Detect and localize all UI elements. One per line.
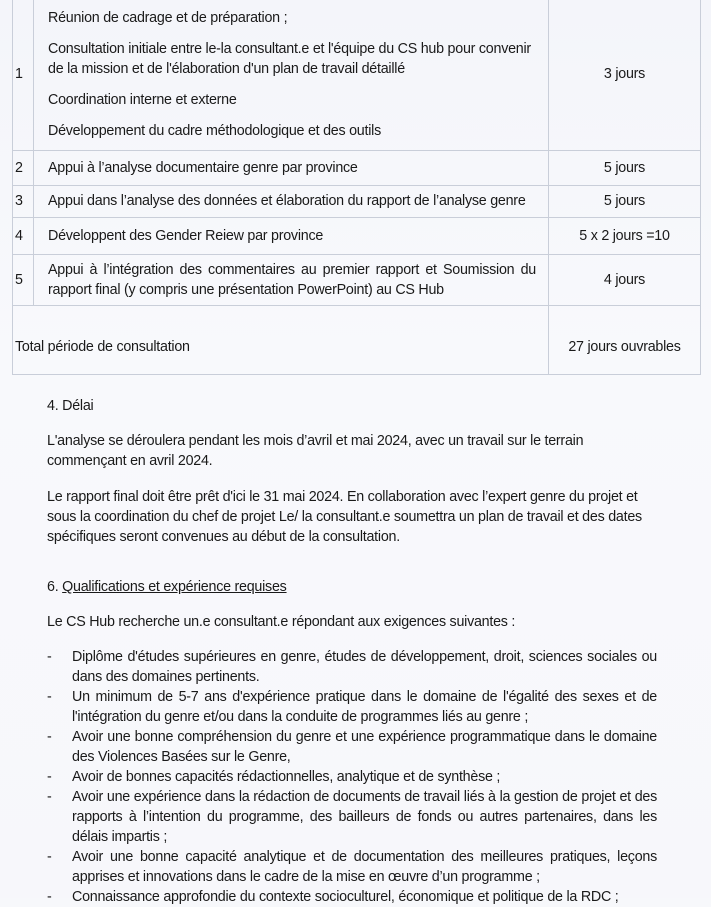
list-item-text: Avoir une expérience dans la rédaction de documents de travail liés à la gestion de projet et des rapports à l’intention du programme, des bailleurs de fonds ou autres partenaires, dans les délais impartis ; — [72, 789, 657, 845]
dash-bullet-icon: - — [47, 849, 52, 865]
list-item — [47, 767, 657, 787]
delai-heading: 4. Délai — [47, 398, 94, 414]
table-row — [13, 186, 701, 218]
duration-cell: 3 jours — [549, 0, 701, 151]
dash-bullet-icon: - — [47, 649, 52, 665]
delai-section — [47, 396, 657, 547]
row-number: 2 — [13, 151, 34, 186]
activity-cell: Appui à l’intégration des commentaires au premier rapport et Soumission du rapport final (y compris une présentation PowerPoint) au CS Hub — [34, 255, 549, 306]
duration-cell: 4 jours — [549, 255, 701, 306]
heading-number: 6. — [47, 579, 63, 595]
dash-bullet-icon: - — [47, 689, 52, 705]
duration-cell: 5 jours — [549, 151, 701, 186]
list-item-text: Connaissance approfondie du contexte socioculturel, économique et politique de la RDC ; — [72, 889, 619, 905]
activity-line: Réunion de cadrage et de préparation ; — [48, 10, 288, 26]
total-row — [13, 306, 701, 375]
activity-cell — [34, 0, 549, 151]
duration-cell: 5 jours — [549, 186, 701, 218]
row-number: 3 — [13, 186, 34, 218]
heading-text: Qualifications et expérience requises — [62, 579, 287, 595]
list-item-text: Un minimum de 5-7 ans d'expérience pratique dans le domaine de l'égalité des sexes et de l'intégration du genre et/ou dans la conduite de programmes liés au genre ; — [72, 689, 657, 725]
table-row — [13, 255, 701, 306]
list-item — [47, 687, 657, 727]
row-number: 1 — [13, 0, 34, 151]
activity-cell: Développent des Gender Reiew par province — [34, 218, 549, 255]
dash-bullet-icon: - — [47, 789, 52, 805]
dash-bullet-icon: - — [47, 769, 52, 785]
activity-line: Coordination interne et externe — [48, 92, 237, 108]
activity-cell: Appui à l’analyse documentaire genre par province — [34, 151, 549, 186]
dash-bullet-icon: - — [47, 889, 52, 905]
activity-cell: Appui dans l’analyse des données et élaboration du rapport de l’analyse genre — [34, 186, 549, 218]
requirements-list — [47, 647, 657, 907]
activity-schedule-table — [12, 0, 701, 375]
list-item — [47, 727, 657, 767]
list-item-text: Avoir de bonnes capacités rédactionnelles, analytique et de synthèse ; — [72, 769, 501, 785]
list-item — [47, 787, 657, 847]
delai-paragraph: Le rapport final doit être prêt d'ici le 31 mai 2024. En collaboration avec l’expert genre du projet et sous la coordination du chef de projet Le/ la consultant.e soumettra un plan de travail et des dates spécifiques seront convenues au début de la consultation. — [47, 489, 642, 545]
list-item — [47, 847, 657, 887]
table-row — [13, 218, 701, 255]
list-item-text: Avoir une bonne compréhension du genre et une expérience programmatique dans le domaine des Violences Basées sur le Genre, — [72, 729, 657, 765]
list-item-text: Diplôme d'études supérieures en genre, études de développement, droit, sciences sociales ou dans des domaines pertinents. — [72, 649, 657, 685]
delai-paragraph: L'analyse se déroulera pendant les mois d’avril et mai 2024, avec un travail sur le terrain commençant en avril 2024. — [47, 433, 584, 469]
total-value: 27 jours ouvrables — [549, 306, 701, 375]
qualifications-section — [47, 577, 657, 907]
row-number: 5 — [13, 255, 34, 306]
list-item-text: Avoir une bonne capacité analytique et de documentation des meilleures pratiques, leçons apprises et innovations dans le cadre de la mise en œuvre d’un programme ; — [72, 849, 657, 885]
qualifications-heading — [47, 577, 657, 597]
activity-line: Consultation initiale entre le-la consultant.e et l'équipe du CS hub pour convenir de la mission et de l'élaboration d'un plan de travail détaillé — [48, 41, 531, 77]
qualifications-intro: Le CS Hub recherche un.e consultant.e répondant aux exigences suivantes : — [47, 614, 516, 630]
table-row — [13, 151, 701, 186]
total-label: Total période de consultation — [13, 306, 549, 375]
list-item — [47, 887, 657, 907]
dash-bullet-icon: - — [47, 729, 52, 745]
activity-line: Développement du cadre méthodologique et des outils — [48, 123, 381, 139]
duration-cell: 5 x 2 jours =10 — [549, 218, 701, 255]
list-item — [47, 647, 657, 687]
table-row — [13, 0, 701, 151]
row-number: 4 — [13, 218, 34, 255]
